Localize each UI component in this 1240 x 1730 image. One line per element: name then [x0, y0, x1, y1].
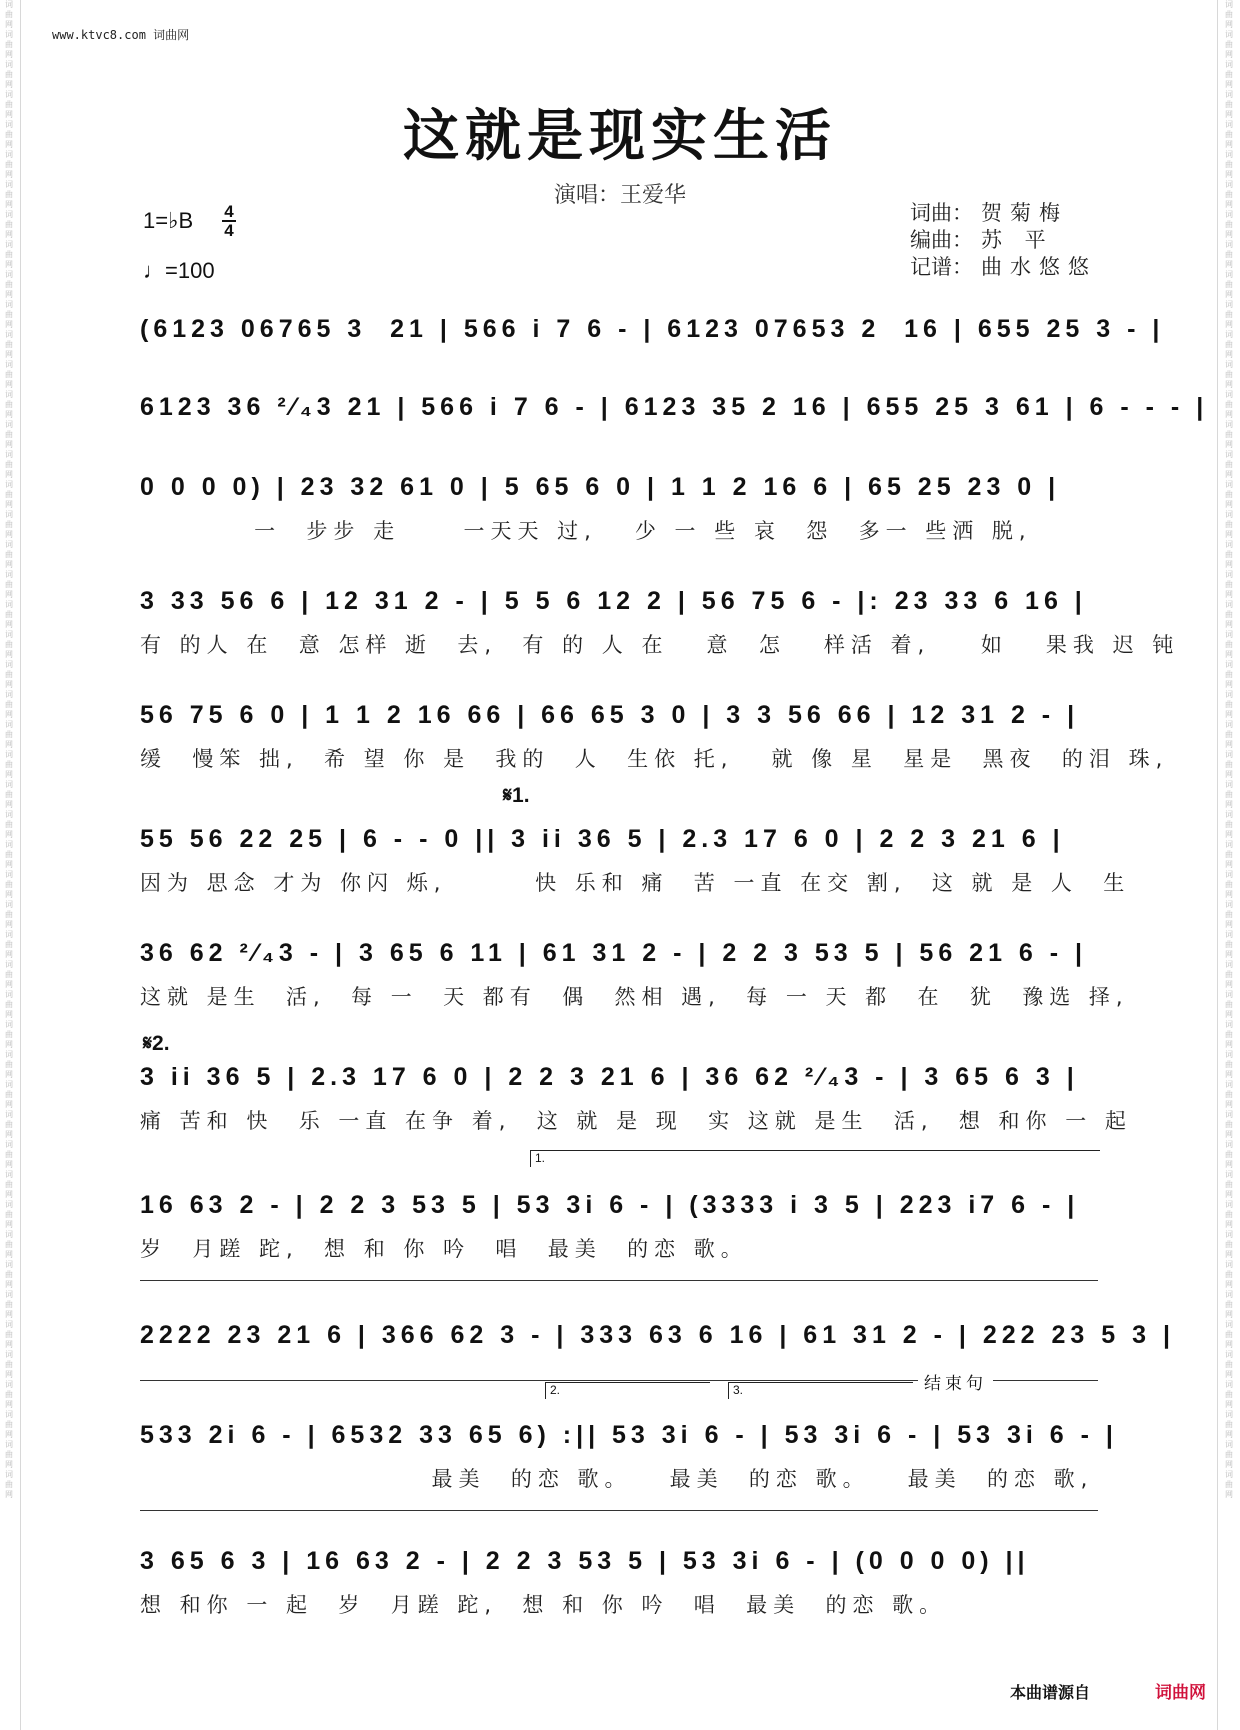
footer-source: 本曲谱源自: [1010, 1683, 1091, 1702]
time-bottom: 4: [222, 220, 236, 239]
lyrics: 因为 思念 才为 你闪 烁, 快 乐和 痛 苦 一直 在交 割, 这 就 是 人 生: [140, 871, 1131, 895]
score-line-10: [140, 1318, 1175, 1352]
credits: [910, 200, 1097, 281]
divider: [140, 1280, 1098, 1281]
score-line-5: [140, 698, 1169, 774]
volta-3: 3.: [728, 1382, 913, 1399]
song-title: 这就是现实生活: [403, 103, 837, 169]
segno-mark-2: 𝄋2.: [143, 1032, 170, 1055]
notes: 2222 23 21 6 | 366 62 3 - | 333 63 6 16 | 61 31 2 - | 222 23 5 3 |: [140, 1321, 1175, 1349]
key-signature: 1=♭B: [143, 208, 194, 233]
site-url: www.ktvc8.com 词曲网: [52, 28, 190, 42]
lyrics: 缓 慢笨 拙, 希 望 你 是 我的 人 生依 托, 就 像 星 星是 黑夜 的泪 珠,: [140, 747, 1169, 771]
notes: 0 0 0 0) | 23 32 61 0 | 5 65 6 0 | 1 1 2 16 6 | 65 25 23 0 |: [140, 473, 1061, 501]
lyrics: 一 步步 走 一天天 过, 少 一 些 哀 怨 多一 些洒 脱,: [140, 519, 1032, 543]
score-line-6: [140, 822, 1131, 898]
notes: (6123 06765 3 21 | 566 i 7 6 - | 6123 07653 2 16 | 655 25 3 - |: [140, 315, 1165, 343]
time-top: 4: [224, 202, 234, 221]
score-line-8: [140, 1060, 1132, 1136]
score-line-7: [140, 936, 1129, 1012]
footer-logo[interactable]: 词曲网: [1155, 1683, 1206, 1703]
score-line-9: [140, 1188, 1100, 1264]
notes: 56 75 6 0 | 1 1 2 16 66 | 66 65 3 0 | 3 3 56 66 | 12 31 2 - |: [140, 701, 1080, 729]
notes: 16 63 2 - | 2 2 3 53 5 | 53 3i 6 - | (3333 i 3 5 | 223 i7 6 - |: [140, 1191, 1080, 1219]
volta-1: 1.: [530, 1150, 1100, 1167]
notes: 533 2i 6 - | 6532 33 65 6) :|| 53 3i 6 - | 53 3i 6 - | 53 3i 6 - |: [140, 1421, 1118, 1449]
lyrics: 痛 苦和 快 乐 一直 在争 着, 这 就 是 现 实 这就 是生 活, 想 和你 一 起: [140, 1109, 1132, 1133]
watermark-left: 词曲网词曲网词曲网词曲网词曲网词曲网词曲网词曲网词曲网词曲网词曲网词曲网词曲网词曲网词曲网词曲网词曲网词曲网词曲网词曲网词曲网词曲网词曲网词曲网词曲网词曲网词曲网词曲网词曲网词曲网词曲网词曲网词曲网词曲网词曲网词曲网词曲网词曲网词曲网词曲网词曲网词曲网词曲网词曲网词曲网词曲网词曲网词曲网词曲网词曲网: [5, 0, 13, 1499]
credit-lyrics-music: 词曲： 贺菊梅: [910, 201, 1068, 225]
score-line-11: [140, 1418, 1118, 1494]
notes: 3 ii 36 5 | 2.3 17 6 0 | 2 2 3 21 6 | 36 62 ²⁄₄3 - | 3 65 6 3 |: [140, 1063, 1079, 1091]
lyrics: 这就 是生 活, 每 一 天 都有 偶 然相 遇, 每 一 天 都 在 犹 豫选 择,: [140, 985, 1129, 1009]
tempo: ♩=100: [143, 258, 215, 283]
singer: 演唱：王爱华: [553, 183, 686, 208]
credit-arrangement: 编曲： 苏 平: [910, 228, 1054, 252]
volta-2: 2.: [545, 1382, 710, 1399]
score-line-12: [140, 1544, 1100, 1620]
lyrics: 有 的人 在 意 怎样 逝 去, 有 的 人 在 意 怎 样活 着, 如 果我 迟 钝: [140, 633, 1180, 657]
time-signature: [222, 203, 236, 239]
notes: 6123 36 ²⁄₄3 21 | 566 i 7 6 - | 6123 35 2 16 | 655 25 3 61 | 6 - - - |: [140, 393, 1209, 421]
notes: 3 33 56 6 | 12 31 2 - | 5 5 6 12 2 | 56 75 6 - |: 23 33 6 16 |: [140, 587, 1087, 615]
score-line-3: [140, 470, 1100, 546]
notes: 36 62 ²⁄₄3 - | 3 65 6 11 | 61 31 2 - | 2 2 3 53 5 | 56 21 6 - |: [140, 939, 1088, 967]
lyrics: 岁 月蹉 跎, 想 和 你 吟 唱 最美 的恋 歌。: [140, 1237, 748, 1261]
lyrics: 最美 的恋 歌。 最美 的恋 歌。 最美 的恋 歌,: [140, 1467, 1094, 1491]
divider: [140, 1510, 1098, 1511]
notes: 3 65 6 3 | 16 63 2 - | 2 2 3 53 5 | 53 3i 6 - | (0 0 0 0) ||: [140, 1547, 1030, 1575]
score-line-2: [140, 390, 1209, 424]
lyrics: 想 和你 一 起 岁 月蹉 跎, 想 和 你 吟 唱 最美 的恋 歌。: [140, 1593, 947, 1617]
segno-mark-1: 𝄋1.: [503, 784, 530, 807]
notes: 55 56 22 25 | 6 - - 0 || 3 ii 36 5 | 2.3 17 6 0 | 2 2 3 21 6 |: [140, 825, 1065, 853]
credit-transcription: 记谱： 曲水悠悠: [910, 255, 1097, 279]
end-phrase-label: 结束句: [918, 1369, 993, 1394]
score-line-1: [140, 312, 1165, 346]
watermark-right: 词曲网词曲网词曲网词曲网词曲网词曲网词曲网词曲网词曲网词曲网词曲网词曲网词曲网词曲网词曲网词曲网词曲网词曲网词曲网词曲网词曲网词曲网词曲网词曲网词曲网词曲网词曲网词曲网词曲网词曲网词曲网词曲网词曲网词曲网词曲网词曲网词曲网词曲网词曲网词曲网词曲网词曲网词曲网词曲网词曲网词曲网词曲网词曲网词曲网词曲网: [1225, 0, 1233, 1499]
score-line-4: [140, 584, 1180, 660]
